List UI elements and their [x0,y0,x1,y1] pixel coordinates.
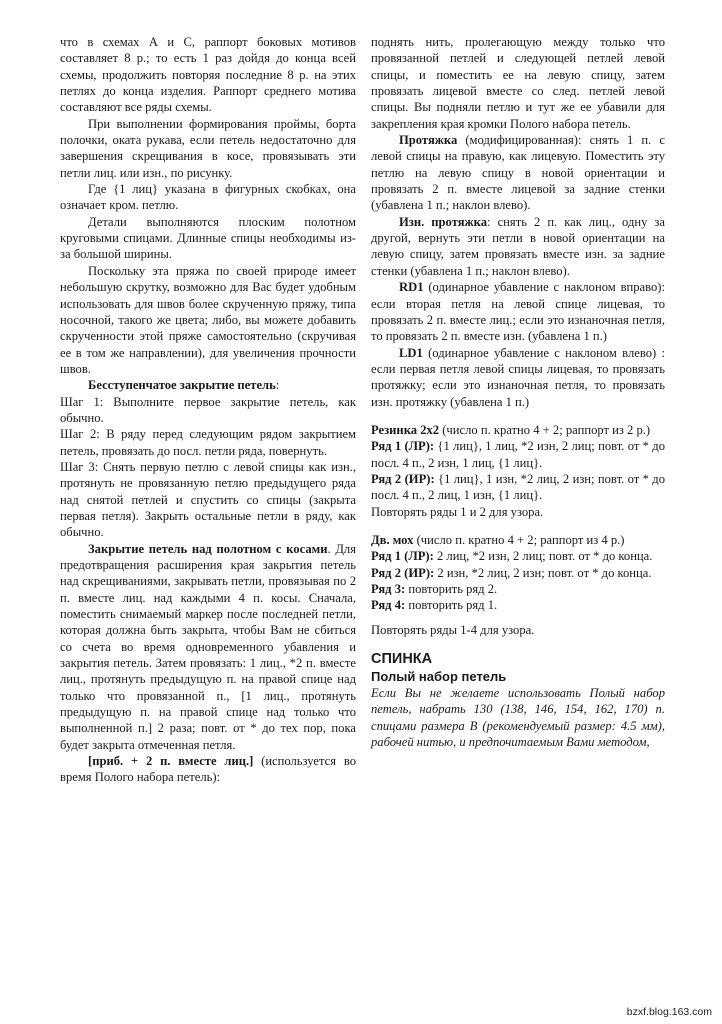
section-title-spinka: СПИНКА [371,651,433,668]
rib-row-2: Ряд 2 (ИР): {1 лиц}, 1 изн, *2 лиц, 2 изн; повт. от * до посл. 4 п., 2 лиц, 1 изн, {1 лиц}. [371,471,665,503]
footer-url: bzxf.blog.163.com [626,1006,712,1018]
paragraph: При выполнении формирования проймы, борта полочки, оката рукава, если петель недостаточно для завершения скрещивания в косе, провязывать эти петли лиц. или изн., по рисунку. [60,116,356,180]
section-paragraph: [приб. + 2 п. вместе лиц.] (используется во время Полого набора петель): [60,754,356,785]
subsection-title: Полый набор петель [371,669,507,685]
term-ld1: LD1 (одинарное убавление с наклоном влево) : если первая петля левой спицы лицевая, то провязать протяжку; если это изнаночная петля, то провязать изн. протяжку (убавлена 1 п.) [371,345,665,409]
term-protyazhka: Протяжка (модифицированная): снять 1 п. с левой спицы на правую, как лицевую. Поместить эту петлю на левую спицу в новой ориентации и провязать 2 п. вместе лицевой за задние стенки (убавлена 1 п.; наклон влево). [371,133,665,213]
moss-row-1: Ряд 1 (ЛР): 2 лиц, *2 изн, 2 лиц; повт. от * до конца. [371,549,653,564]
moss-row-3: Ряд 3: повторить ряд 2. [371,582,498,596]
step-2: Шаг 2: В ряду перед следующим рядом закрытием петель, провязать до посл. петли ряда, повернуть. [60,427,356,458]
moss-row-2: Ряд 2 (ИР): 2 изн, *2 лиц, 2 изн; повт. от * до конца. [371,565,652,580]
paragraph: Где {1 лиц} указана в фигурных скобках, она означает кром. петлю. [60,182,356,213]
section-heading: [приб. + 2 п. вместе лиц.] [88,754,254,769]
rib-pattern-heading: Резинка 2х2 (число п. кратно 4 + 2; раппорт из 2 р.) [371,422,651,437]
paragraph: Поскольку эта пряжа по своей природе имеет небольшую скрутку, возможно для Вас будет удобным использовать для швов более скрученную пряжу, типа носочной, такого же цвета; либо, вы можете добавить скрученности этой пряже самостоятельно (скручивая ее в том же направлении), для увеличения прочности швов. [60,263,356,376]
paragraph: что в схемах А и С, раппорт боковых мотивов составляет 8 р.; то есть 1 раз дойдя до конца всей схемы, продолжить повторяя последние 8 р. на этих петлях до конца изделия. Раппорт среднего мотива составляют все ряды схемы. [60,35,356,115]
term-izn-protyazhka: Изн. протяжка: снять 2 п. как лиц., одну за другой, вернуть эти петли в новой ориентации на левую спицу, затем провязать вместе изн. за задние стенки (убавлена 1 п.; наклон влево). [371,214,665,278]
moss-pattern-heading: Дв. мох (число п. кратно 4 + 2; раппорт из 4 р.) [371,532,625,547]
step-3: Шаг 3: Снять первую петлю с левой спицы как изн., протянуть не провязанную петлю предыдущего ряда над снятой петлей и спустить со спицы (закрыта первая петля). Закрыть остальные петли в ряду, как обычно. [60,459,356,540]
right-column [371,34,665,750]
section-paragraph: Закрытие петель над полотном с косами. Для предотвращения расширения края закрытия петель над скрещиваниями, закрывать петли, провязывая по 2 п. вместе лиц. над каждыми 4 п. косы. Сначала, поместить снимаемый маркер после последней петли, которая должна быть закрыта, чтобы Вам не сбиться со счета во время одновременного убавления и закрытия петель. Затем провязать: 1 лиц., *2 п. вместе лиц., протянуть предыдущую п. на правой спице над только что провязанной п., [1 лиц., протянуть предыдущую п. на правой спице над только что выполненной п.] 2 раза; повт. от * до тех пор, пока будет закрыта отмеченная петля. [60,541,356,752]
step-1: Шаг 1: Выполните первое закрытие петель, как обычно. [60,394,356,425]
paragraph: поднять нить, пролегающую между только что провязанной петлей и следующей петлей левой спицы, и поместить ее на левую спицу, затем провязать лицевой вместе со след. петлей левой спицы. Вы подняли петлю и тут же ее убавили для закрепления края кромки Полого набора петель. [371,35,665,131]
moss-row-4: Ряд 4: повторить ряд 1. [371,598,498,613]
paragraph: Детали выполняются плоским полотном круговыми спицами. Длинные спицы необходимы из-за большой ширины. [60,214,356,262]
instruction-paragraph: Если Вы не желаете использовать Полый набор петель, набрать 130 (138, 146, 154, 162, 170) п. спицами размера В (рекомендуемый размер: 4.5 мм), рабочей нитью, и предпочитаемым Вами методом, [371,686,665,750]
section-heading: Закрытие петель над полотном с косами [88,541,328,556]
left-column [60,34,356,786]
section-heading: Бесступенчатое закрытие петель [88,378,276,393]
rib-row-1: Ряд 1 (ЛР): {1 лиц}, 1 лиц, *2 изн, 2 лиц; повт. от * до посл. 4 п., 2 изн, 1 лиц, {1 лиц}. [371,439,665,470]
moss-repeat: Повторять ряды 1-4 для узора. [371,622,535,637]
term-rd1: RD1 (одинарное убавление с наклоном вправо): если вторая петля на левой спице лицевая, то провязать 2 п. вместе лиц.; если это изнаночная петля, то провязать 2 п. вместе изн. (убавлена 1 п.) [371,280,665,344]
rib-repeat: Повторять ряды 1 и 2 для узора. [371,504,544,519]
section-heading-paragraph: Бесступенчатое закрытие петель: [88,378,280,393]
